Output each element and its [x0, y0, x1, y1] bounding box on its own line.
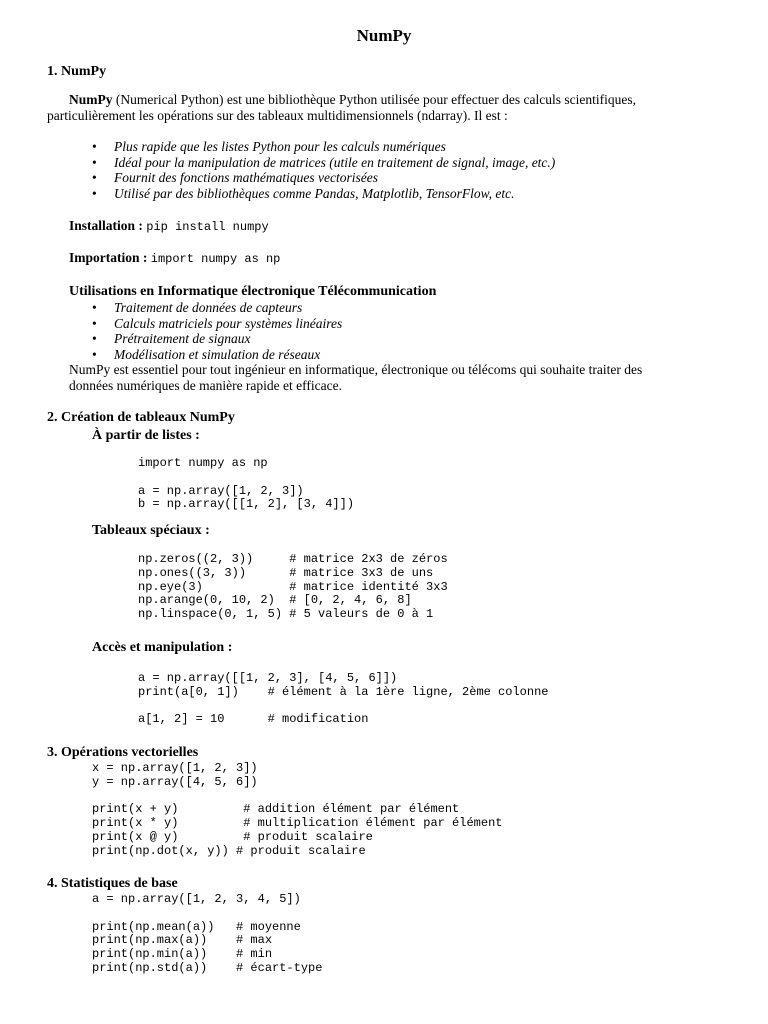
- section-4-heading: 4. Statistiques de base: [47, 876, 178, 891]
- features-list: [92, 139, 555, 201]
- special-arrays-code-block: np.zeros((2, 3)) # matrice 2x3 de zéros np.ones((3, 3)) # matrice 3x3 de uns np.eye(3) # matrice identité 3x3 np.arange(0, 10, 2) # [0, 2, 4, 6, 8] np.linspace(0, 1, 5) # 5 valeurs de 0 à 1: [138, 552, 448, 622]
- conclusion-line-1: NumPy est essentiel pour tout ingénieur en informatique, électronique ou télécoms qui souhaite traiter des: [69, 362, 643, 377]
- install-code: pip install numpy: [146, 220, 269, 234]
- document-title: NumPy: [356, 26, 412, 45]
- list-item: • Fournit des fonctions mathématiques vectorisées: [92, 170, 378, 186]
- conclusion-paragraph: [69, 362, 749, 394]
- access-heading: Accès et manipulation :: [92, 640, 233, 655]
- list-item: • Idéal pour la manipulation de matrices (utile en traitement de signal, image, etc.): [92, 154, 556, 170]
- list-item: • Utilisé par des bibliothèques comme Pandas, Matplotlib, TensorFlow, etc.: [92, 185, 515, 201]
- lists-heading: À partir de listes :: [92, 428, 200, 443]
- access-code-block: a = np.array([[1, 2, 3], [4, 5, 6]]) print(a[0, 1]) # élément à la 1ère ligne, 2ème colonne a[1, 2] = 10 # modification: [138, 671, 549, 727]
- special-arrays-heading: Tableaux spéciaux :: [92, 523, 210, 538]
- uses-list: [92, 300, 342, 362]
- install-line: [69, 218, 269, 234]
- install-label: Installation :: [69, 218, 143, 233]
- intro-line-1: [47, 92, 737, 108]
- intro-paragraph: [47, 92, 737, 124]
- section-3-heading: 3. Opérations vectorielles: [47, 745, 199, 760]
- conclusion-line-2: données numériques de manière rapide et efficace.: [69, 378, 342, 393]
- uses-heading: Utilisations en Informatique électronique Télécommunication: [69, 284, 437, 299]
- vector-ops-code-block: x = np.array([1, 2, 3]) y = np.array([4, 5, 6]) print(x + y) # addition élément par élément print(x * y) # multiplication élément par élément print(x @ y) # produit scalaire print(np.dot(x, y)) # produit scalaire: [92, 761, 503, 858]
- section-1-heading: 1. NumPy: [47, 64, 107, 79]
- import-code: import numpy as np: [150, 252, 281, 266]
- intro-line-2: particulièrement les opérations sur des tableaux multidimensionnels (ndarray). Il est :: [47, 108, 508, 123]
- intro-text: (Numerical Python) est une bibliothèque Python utilisée pour effectuer des calculs scientifiques,: [112, 92, 636, 107]
- section-2-heading: 2. Création de tableaux NumPy: [47, 410, 235, 425]
- import-label: Importation :: [69, 250, 148, 265]
- lists-code-block: import numpy as np a = np.array([1, 2, 3]) b = np.array([[1, 2], [3, 4]]): [138, 456, 355, 512]
- list-item: • Traitement de données de capteurs: [92, 300, 303, 315]
- list-item: • Calculs matriciels pour systèmes linéaires: [92, 315, 343, 331]
- list-item: • Prétraitement de signaux: [92, 331, 251, 347]
- stats-code-block: a = np.array([1, 2, 3, 4, 5]) print(np.mean(a)) # moyenne print(np.max(a)) # max print(np.min(a)) # min print(np.std(a)) # écart-type: [92, 892, 323, 975]
- import-line: [69, 250, 280, 266]
- intro-bold: NumPy: [69, 92, 113, 107]
- list-item: • Modélisation et simulation de réseaux: [92, 346, 321, 362]
- list-item: • Plus rapide que les listes Python pour les calculs numériques: [92, 139, 446, 154]
